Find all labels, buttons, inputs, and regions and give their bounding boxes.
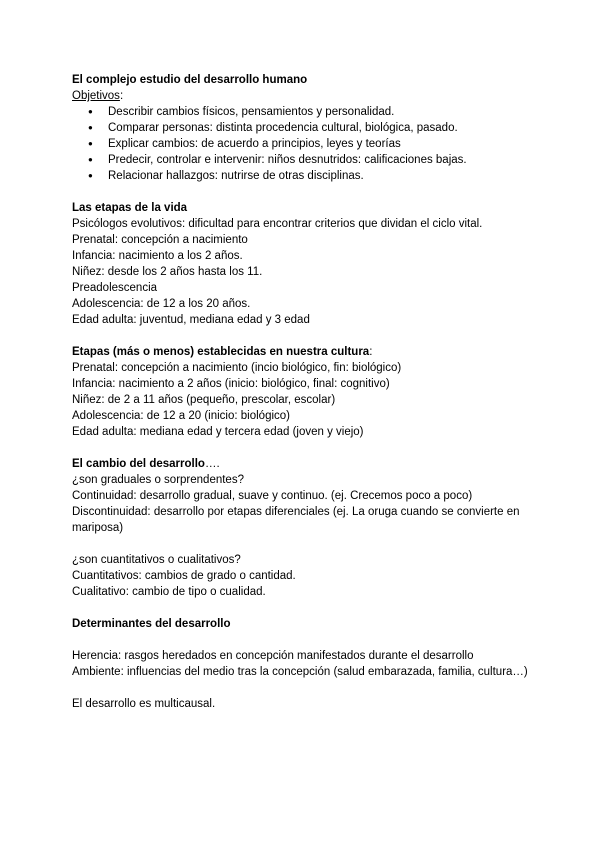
section-title-cambio-row — [72, 456, 542, 472]
section-title-cambio: El cambio del desarrollo — [72, 458, 205, 470]
objetivo-item: ● Predecir, controlar e intervenir: niños desnutridos: calificaciones bajas. — [108, 152, 542, 168]
etapas-line: Edad adulta: juventud, mediana edad y 3 edad — [72, 314, 310, 326]
cultura-line: Infancia: nacimiento a 2 años (inicio: biológico, final: cognitivo) — [72, 378, 390, 390]
etapas-line: Niñez: desde los 2 años hasta los 11. — [72, 266, 263, 278]
objetivo-item: ● Explicar cambios: de acuerdo a principios, leyes y teorías — [108, 136, 542, 152]
section-title-estudio: El complejo estudio del desarrollo humano — [72, 74, 308, 86]
objetivo-item: ● Comparar personas: distinta procedencia cultural, biológica, pasado. — [108, 120, 542, 136]
section-title-etapas-cultura-row — [72, 344, 542, 360]
etapas-line: Prenatal: concepción a nacimiento — [72, 234, 248, 246]
section-title-determinantes: Determinantes del desarrollo — [72, 618, 231, 630]
conclusion-line: El desarrollo es multicausal. — [72, 698, 216, 710]
cultura-line: Edad adulta: mediana edad y tercera edad (joven y viejo) — [72, 426, 364, 438]
section-title-suffix: …. — [204, 458, 220, 470]
objetivos-heading — [72, 88, 542, 104]
etapas-line: Psicólogos evolutivos: dificultad para encontrar criterios que dividan el ciclo vital. — [72, 218, 483, 230]
section-title-suffix: : — [369, 346, 373, 358]
cambio-question-1: ¿son graduales o sorprendentes? — [72, 474, 244, 486]
objetivos-colon: : — [119, 90, 124, 102]
section-title-etapas-vida: Las etapas de la vida — [72, 202, 188, 214]
continuidad-line: Continuidad: desarrollo gradual, suave y continuo. (ej. Crecemos poco a poco) — [72, 490, 473, 502]
cultura-line: Niñez: de 2 a 11 años (pequeño, prescolar, escolar) — [72, 394, 336, 406]
etapas-line: Preadolescencia — [72, 282, 158, 294]
discontinuidad-line: Discontinuidad: desarrollo por etapas diferenciales (ej. La oruga cuando se convierte en mariposa) — [72, 506, 520, 534]
document-content — [72, 72, 542, 712]
section-title-etapas-cultura: Etapas (más o menos) establecidas en nuestra cultura — [72, 346, 370, 358]
cambio-question-2: ¿son cuantitativos o cualitativos? — [72, 554, 241, 566]
objetivos-label: Objetivos — [72, 90, 120, 102]
etapas-line: Adolescencia: de 12 a los 20 años. — [72, 298, 251, 310]
objetivo-item: ● Describir cambios físicos, pensamientos y personalidad. — [108, 104, 542, 120]
cultura-line: Adolescencia: de 12 a 20 (inicio: biológico) — [72, 410, 290, 422]
cultura-line: Prenatal: concepción a nacimiento (incio biológico, fin: biológico) — [72, 362, 402, 374]
herencia-line: Herencia: rasgos heredados en concepción manifestados durante el desarrollo — [72, 650, 474, 662]
objetivos-list — [72, 104, 542, 184]
cuantitativos-line: Cuantitativos: cambios de grado o cantidad. — [72, 570, 296, 582]
etapas-line: Infancia: nacimiento a los 2 años. — [72, 250, 243, 262]
objetivo-item: ● Relacionar hallazgos: nutrirse de otras disciplinas. — [108, 168, 542, 184]
cualitativo-line: Cualitativo: cambio de tipo o cualidad. — [72, 586, 266, 598]
ambiente-line: Ambiente: influencias del medio tras la concepción (salud embarazada, familia, cultura…) — [72, 666, 528, 678]
